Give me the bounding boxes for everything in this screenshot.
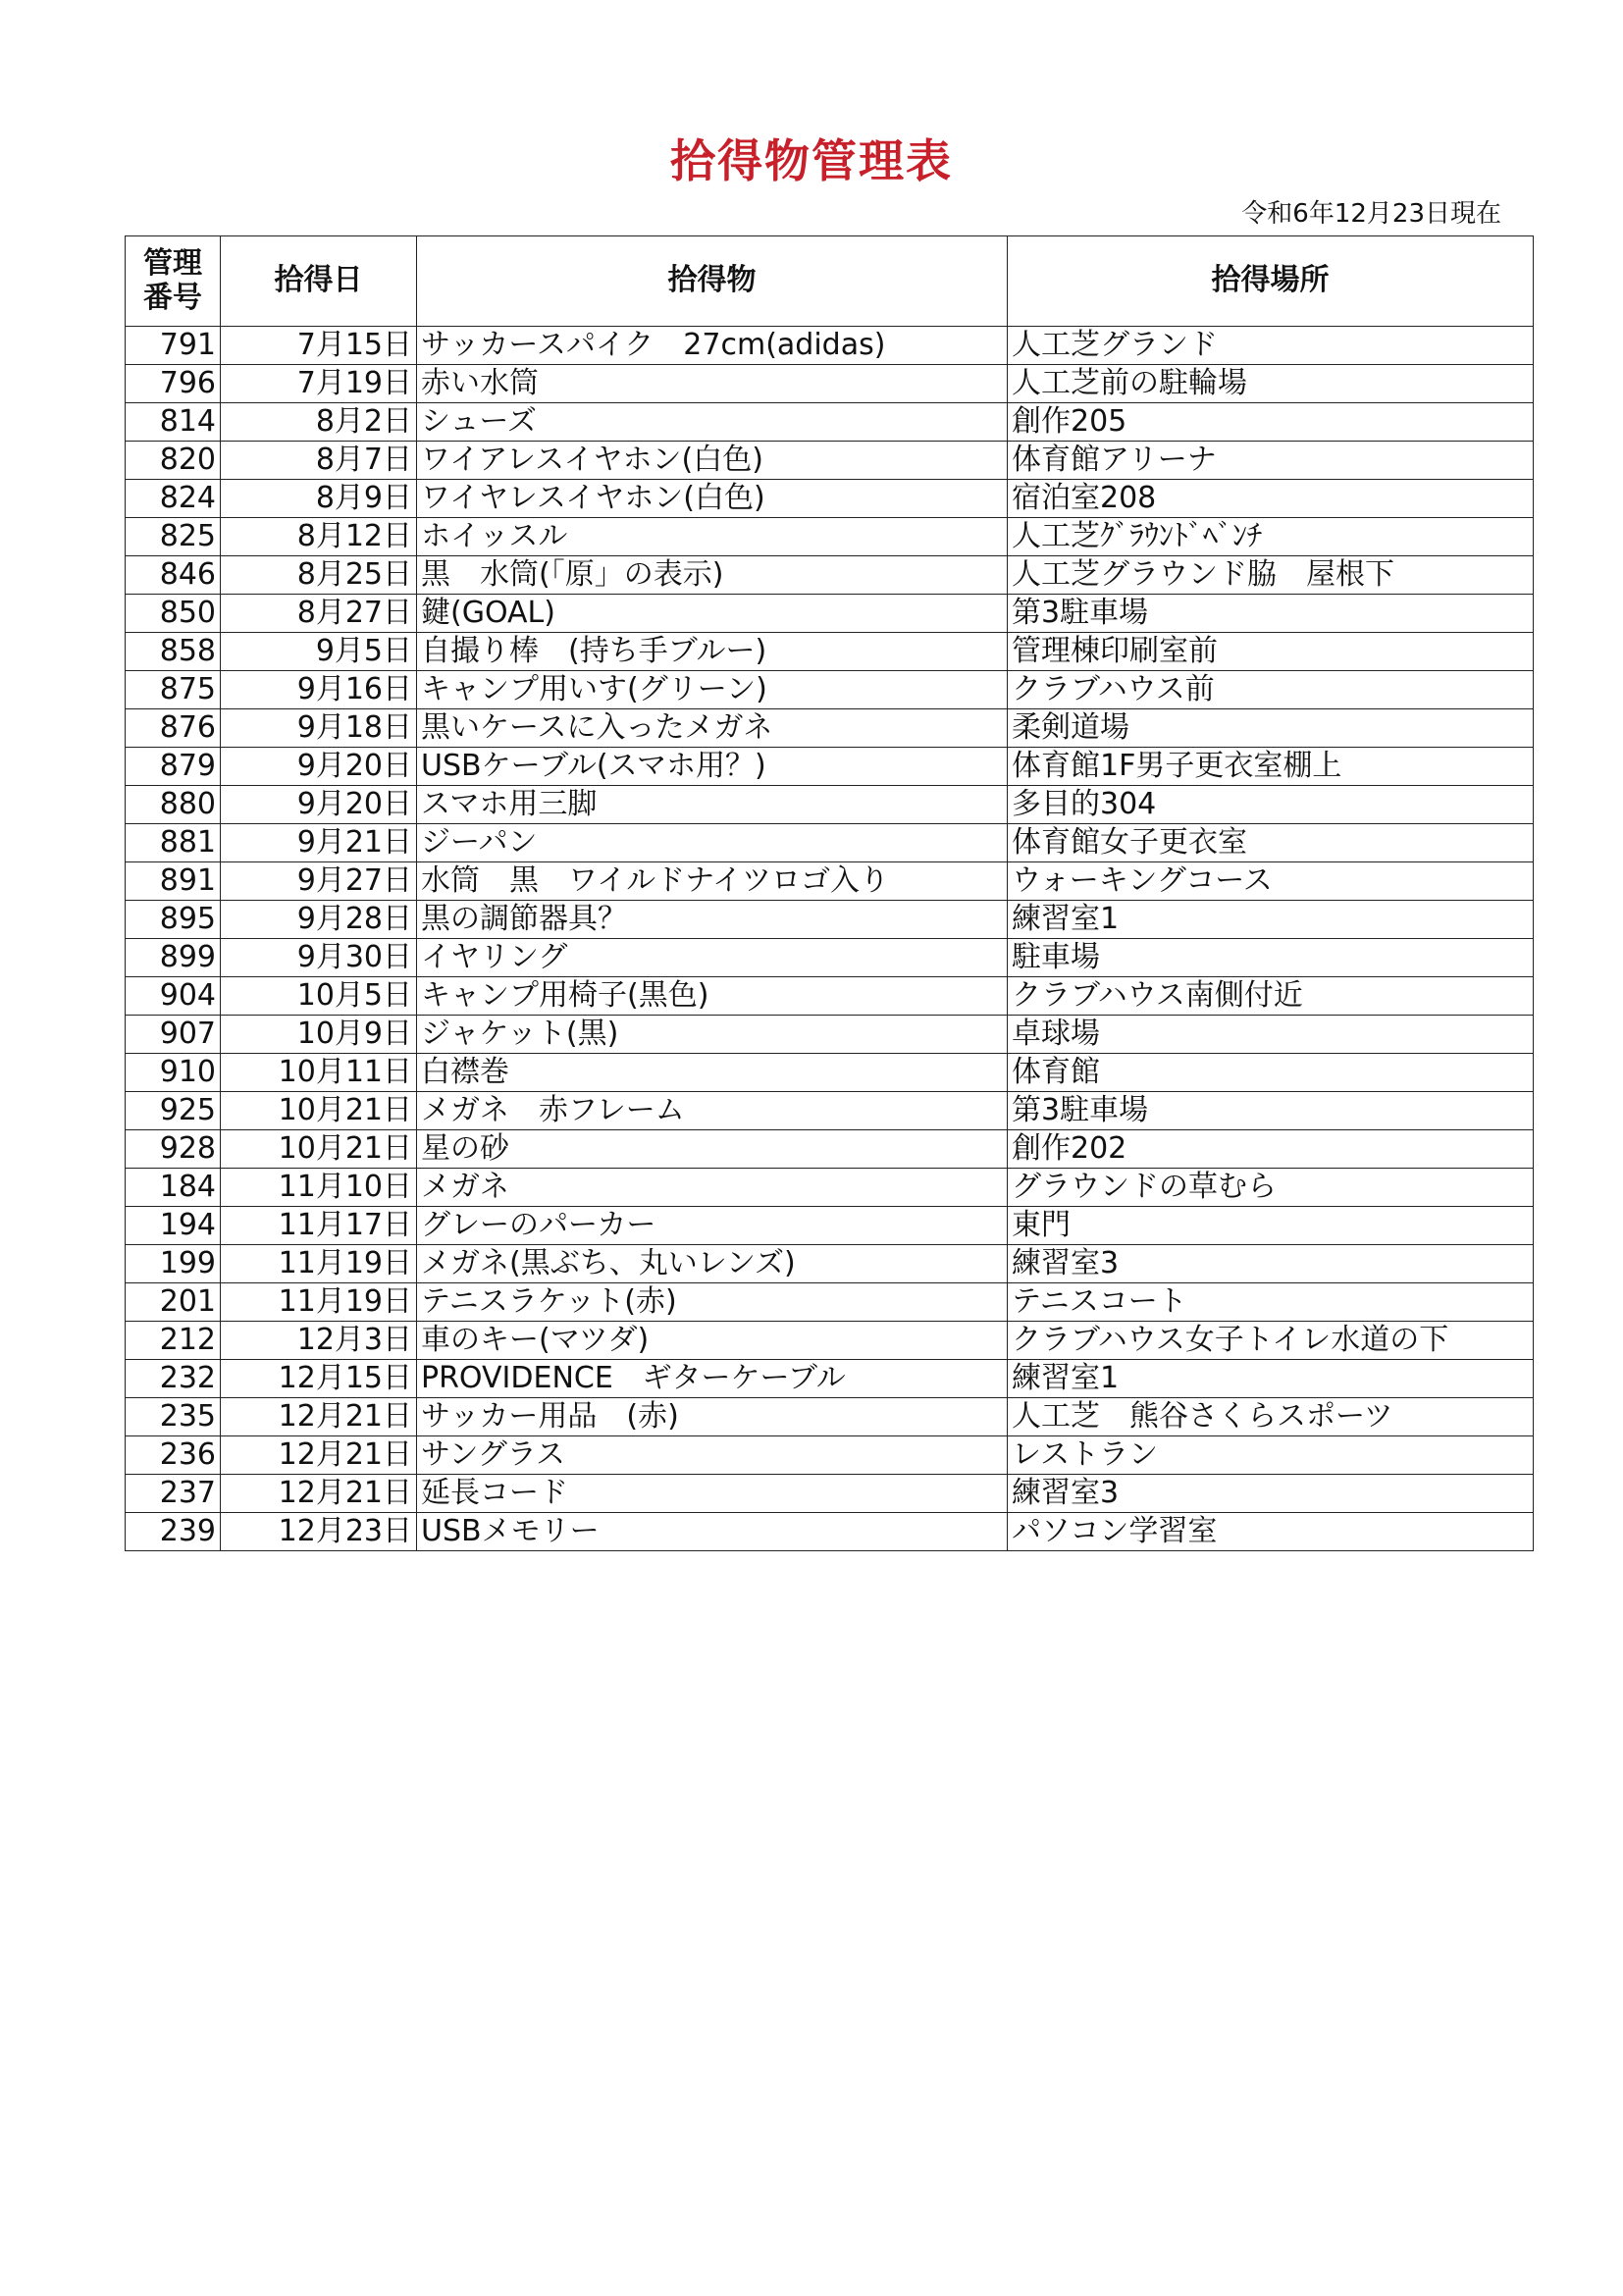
cell-found-place: 体育館1F男子更衣室棚上: [1008, 748, 1534, 786]
cell-found-item: サッカー用品 (赤): [417, 1398, 1008, 1436]
cell-found-place: 第3駐車場: [1008, 1092, 1534, 1130]
cell-found-item: キャンプ用いす(グリーン): [417, 671, 1008, 709]
table-row: [126, 671, 1534, 709]
cell-found-item: メガネ 赤フレーム: [417, 1092, 1008, 1130]
cell-found-item: 黒の調節器具？: [417, 901, 1008, 939]
cell-management-number: 907: [126, 1016, 221, 1054]
cell-found-item: PROVIDENCE ギターケーブル: [417, 1360, 1008, 1398]
cell-found-date: 12月21日: [221, 1436, 417, 1475]
table-row: [126, 1169, 1534, 1207]
table-row: [126, 977, 1534, 1016]
cell-found-item: 自撮り棒 (持ち手ブルー): [417, 633, 1008, 671]
table-row: [126, 786, 1534, 824]
cell-found-date: 10月9日: [221, 1016, 417, 1054]
cell-found-date: 12月15日: [221, 1360, 417, 1398]
table-row: [126, 1130, 1534, 1169]
cell-found-item: 鍵(GOAL): [417, 595, 1008, 633]
table-row: [126, 709, 1534, 748]
cell-found-date: 10月21日: [221, 1130, 417, 1169]
cell-found-item: 黒いケースに入ったメガネ: [417, 709, 1008, 748]
cell-found-place: テニスコート: [1008, 1283, 1534, 1322]
table-row: [126, 748, 1534, 786]
table-row: [126, 327, 1534, 365]
cell-management-number: 239: [126, 1513, 221, 1551]
cell-found-item: メガネ: [417, 1169, 1008, 1207]
cell-found-item: サッカースパイク 27cm(adidas): [417, 327, 1008, 365]
cell-found-place: 創作205: [1008, 403, 1534, 442]
table-row: [126, 556, 1534, 595]
cell-found-date: 7月15日: [221, 327, 417, 365]
cell-management-number: 899: [126, 939, 221, 977]
cell-found-date: 8月27日: [221, 595, 417, 633]
cell-found-item: 白襟巻: [417, 1054, 1008, 1092]
cell-found-date: 9月28日: [221, 901, 417, 939]
cell-management-number: 791: [126, 327, 221, 365]
cell-found-item: ワイヤレスイヤホン(白色): [417, 480, 1008, 518]
cell-found-place: レストラン: [1008, 1436, 1534, 1475]
cell-found-place: クラブハウス南側付近: [1008, 977, 1534, 1016]
table-row: [126, 939, 1534, 977]
cell-management-number: 796: [126, 365, 221, 403]
cell-management-number: 814: [126, 403, 221, 442]
cell-found-date: 8月12日: [221, 518, 417, 556]
cell-found-place: 体育館女子更衣室: [1008, 824, 1534, 862]
cell-found-item: スマホ用三脚: [417, 786, 1008, 824]
table-row: [126, 1054, 1534, 1092]
lost-items-table: [125, 235, 1534, 1551]
table-row: [126, 365, 1534, 403]
table-row: [126, 1513, 1534, 1551]
cell-found-place: 卓球場: [1008, 1016, 1534, 1054]
table-row: [126, 1436, 1534, 1475]
header-found-date: 拾得日: [221, 236, 417, 327]
cell-found-date: 12月21日: [221, 1475, 417, 1513]
cell-found-item: 延長コード: [417, 1475, 1008, 1513]
cell-found-item: メガネ(黒ぶち、丸いレンズ): [417, 1245, 1008, 1283]
cell-found-date: 8月2日: [221, 403, 417, 442]
cell-found-place: 体育館アリーナ: [1008, 442, 1534, 480]
cell-found-date: 11月17日: [221, 1207, 417, 1245]
cell-found-date: 10月5日: [221, 977, 417, 1016]
table-header-row: [126, 236, 1534, 327]
cell-found-place: 人工芝ｸﾞﾗｳﾝﾄﾞﾍﾞﾝﾁ: [1008, 518, 1534, 556]
cell-found-place: 体育館: [1008, 1054, 1534, 1092]
header-management-number-line1: 管理: [143, 246, 202, 281]
cell-found-date: 12月21日: [221, 1398, 417, 1436]
table-row: [126, 1475, 1534, 1513]
cell-found-place: 人工芝前の駐輪場: [1008, 365, 1534, 403]
table-row: [126, 480, 1534, 518]
header-management-number: [126, 236, 221, 327]
table-row: [126, 901, 1534, 939]
table-row: [126, 1016, 1534, 1054]
cell-found-place: 練習室1: [1008, 901, 1534, 939]
cell-management-number: 201: [126, 1283, 221, 1322]
cell-found-place: 人工芝グラウンド脇 屋根下: [1008, 556, 1534, 595]
table-row: [126, 1207, 1534, 1245]
cell-found-date: 12月3日: [221, 1322, 417, 1360]
table-row: [126, 518, 1534, 556]
cell-management-number: 846: [126, 556, 221, 595]
cell-found-item: サングラス: [417, 1436, 1008, 1475]
cell-found-date: 10月11日: [221, 1054, 417, 1092]
cell-found-date: 9月20日: [221, 786, 417, 824]
cell-management-number: 910: [126, 1054, 221, 1092]
cell-found-place: ウォーキングコース: [1008, 862, 1534, 901]
table-row: [126, 1283, 1534, 1322]
cell-found-date: 7月19日: [221, 365, 417, 403]
cell-found-date: 9月27日: [221, 862, 417, 901]
cell-found-item: USBメモリー: [417, 1513, 1008, 1551]
cell-found-date: 9月20日: [221, 748, 417, 786]
cell-found-item: グレーのパーカー: [417, 1207, 1008, 1245]
table-row: [126, 824, 1534, 862]
cell-found-date: 9月30日: [221, 939, 417, 977]
cell-found-item: USBケーブル(スマホ用？): [417, 748, 1008, 786]
cell-found-item: 赤い水筒: [417, 365, 1008, 403]
cell-found-place: 柔剣道場: [1008, 709, 1534, 748]
cell-management-number: 904: [126, 977, 221, 1016]
cell-found-place: 駐車場: [1008, 939, 1534, 977]
cell-found-date: 11月10日: [221, 1169, 417, 1207]
cell-found-item: ジーパン: [417, 824, 1008, 862]
cell-found-date: 8月7日: [221, 442, 417, 480]
cell-found-date: 9月18日: [221, 709, 417, 748]
cell-found-place: 練習室3: [1008, 1245, 1534, 1283]
cell-management-number: 237: [126, 1475, 221, 1513]
cell-found-place: 宿泊室208: [1008, 480, 1534, 518]
cell-management-number: 876: [126, 709, 221, 748]
cell-found-item: 車のキー(マツダ): [417, 1322, 1008, 1360]
header-found-item: 拾得物: [417, 236, 1008, 327]
cell-found-item: ホイッスル: [417, 518, 1008, 556]
cell-management-number: 850: [126, 595, 221, 633]
cell-management-number: 235: [126, 1398, 221, 1436]
cell-management-number: 879: [126, 748, 221, 786]
cell-management-number: 820: [126, 442, 221, 480]
cell-found-date: 9月16日: [221, 671, 417, 709]
cell-found-place: 練習室1: [1008, 1360, 1534, 1398]
cell-found-place: パソコン学習室: [1008, 1513, 1534, 1551]
cell-management-number: 928: [126, 1130, 221, 1169]
table-row: [126, 633, 1534, 671]
page-title: 拾得物管理表: [670, 134, 953, 187]
cell-found-date: 12月23日: [221, 1513, 417, 1551]
as-of-date: 令和6年12月23日現在: [1241, 199, 1501, 229]
table-row: [126, 442, 1534, 480]
table-row: [126, 403, 1534, 442]
table-row: [126, 862, 1534, 901]
cell-found-place: 管理棟印刷室前: [1008, 633, 1534, 671]
cell-management-number: 895: [126, 901, 221, 939]
cell-found-place: 人工芝グランド: [1008, 327, 1534, 365]
cell-management-number: 881: [126, 824, 221, 862]
cell-found-item: テニスラケット(赤): [417, 1283, 1008, 1322]
cell-management-number: 858: [126, 633, 221, 671]
table-row: [126, 1360, 1534, 1398]
table-row: [126, 1322, 1534, 1360]
cell-found-item: 星の砂: [417, 1130, 1008, 1169]
cell-management-number: 824: [126, 480, 221, 518]
cell-found-place: 東門: [1008, 1207, 1534, 1245]
cell-management-number: 232: [126, 1360, 221, 1398]
header-management-number-line2: 番号: [143, 280, 202, 315]
cell-found-item: 黒 水筒(「原」の表示): [417, 556, 1008, 595]
cell-found-date: 8月9日: [221, 480, 417, 518]
cell-found-item: ワイアレスイヤホン(白色): [417, 442, 1008, 480]
cell-management-number: 925: [126, 1092, 221, 1130]
cell-management-number: 194: [126, 1207, 221, 1245]
cell-management-number: 825: [126, 518, 221, 556]
cell-found-date: 11月19日: [221, 1283, 417, 1322]
cell-found-date: 9月21日: [221, 824, 417, 862]
cell-found-item: ジャケット(黒): [417, 1016, 1008, 1054]
cell-management-number: 199: [126, 1245, 221, 1283]
cell-found-item: シューズ: [417, 403, 1008, 442]
cell-found-place: クラブハウス女子トイレ水道の下: [1008, 1322, 1534, 1360]
cell-management-number: 891: [126, 862, 221, 901]
cell-management-number: 236: [126, 1436, 221, 1475]
table-row: [126, 595, 1534, 633]
table-row: [126, 1245, 1534, 1283]
cell-found-item: キャンプ用椅子(黒色): [417, 977, 1008, 1016]
cell-found-date: 9月5日: [221, 633, 417, 671]
table-row: [126, 1092, 1534, 1130]
cell-found-date: 10月21日: [221, 1092, 417, 1130]
cell-management-number: 184: [126, 1169, 221, 1207]
cell-management-number: 212: [126, 1322, 221, 1360]
cell-management-number: 875: [126, 671, 221, 709]
cell-found-place: 人工芝 熊谷さくらスポーツ: [1008, 1398, 1534, 1436]
cell-found-item: 水筒 黒 ワイルドナイツロゴ入り: [417, 862, 1008, 901]
cell-found-item: イヤリング: [417, 939, 1008, 977]
cell-found-place: 練習室3: [1008, 1475, 1534, 1513]
cell-found-date: 8月25日: [221, 556, 417, 595]
cell-management-number: 880: [126, 786, 221, 824]
cell-found-place: 第3駐車場: [1008, 595, 1534, 633]
header-found-place: 拾得場所: [1008, 236, 1534, 327]
cell-found-place: グラウンドの草むら: [1008, 1169, 1534, 1207]
cell-found-date: 11月19日: [221, 1245, 417, 1283]
cell-found-place: クラブハウス前: [1008, 671, 1534, 709]
cell-found-place: 創作202: [1008, 1130, 1534, 1169]
table-row: [126, 1398, 1534, 1436]
cell-found-place: 多目的304: [1008, 786, 1534, 824]
